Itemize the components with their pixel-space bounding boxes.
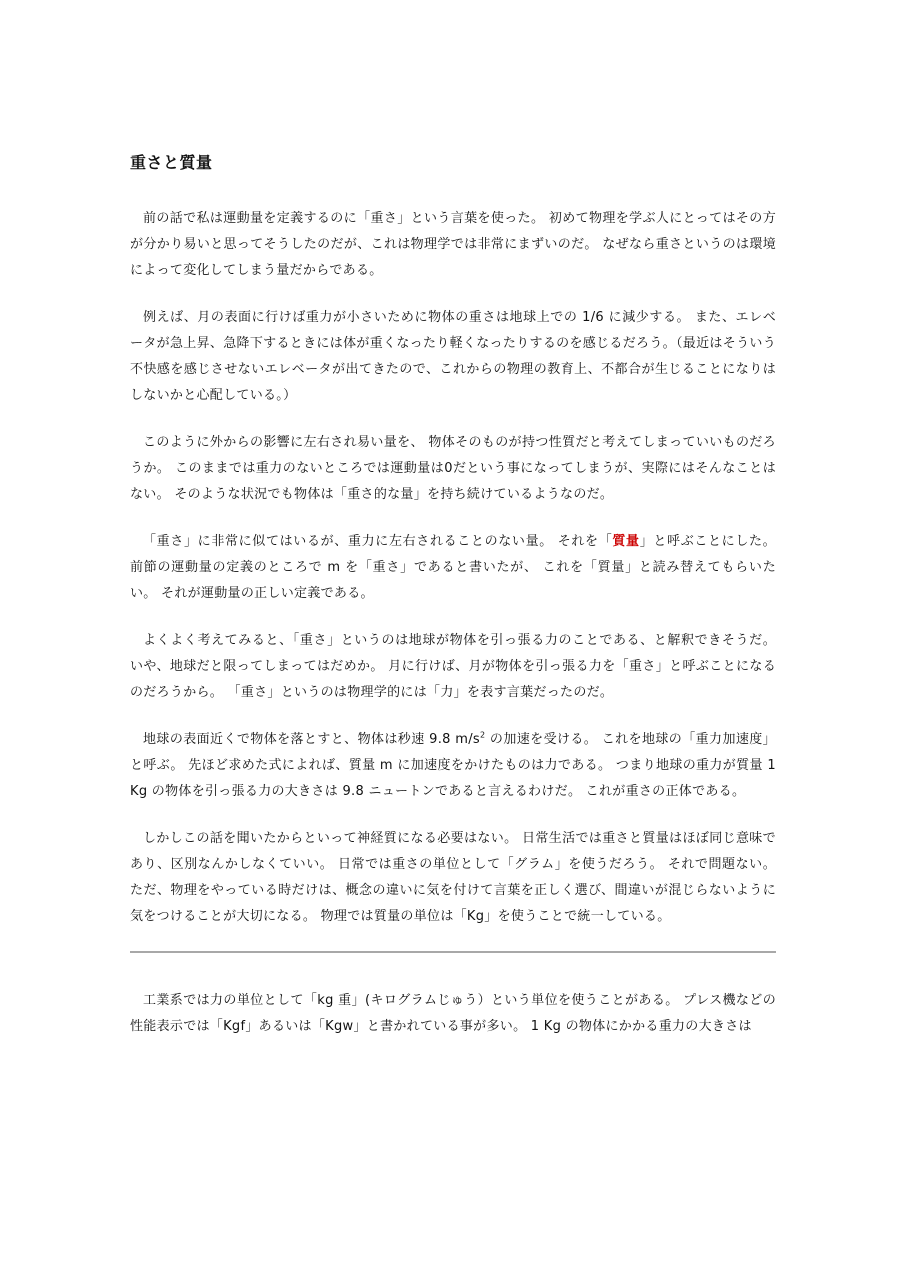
paragraph-4-text-a: 「重さ」に非常に似てはいるが、重力に左右されることのない量。 それを「 [143,534,613,549]
paragraph-2: 例えば、月の表面に行けば重力が小さいために物体の重さは地球上での 1/6 に減少する。 また、エレベータが急上昇、急降下するときには体が重くなったり軽くなったりするのを感じるだろう。（最近はそういう不快感を感じさせないエレベータが出てきたので、これからの物理の教育上、不都合が生じることになりはしないかと心配している。） [130,310,776,403]
document-page [130,150,776,1061]
paragraph-4 [130,529,776,607]
page-title: 重さと質量 [130,153,213,172]
paragraph-4-text-b: 」と呼ぶことにした。 前節の運動量の定義のところで m を「重さ」であると書いたが、 これを「質量」と読み替えてもらいたい。 それが運動量の正しい定義である。 [130,534,776,601]
highlight-mass-term: 質量 [612,534,640,549]
section-divider [130,951,776,953]
superscript-exponent: 2 [480,730,486,740]
paragraph-6-text-b: の加速を受ける。 これを地球の「重力加速度」と呼ぶ。 先ほど求めた式によれば、質量 m に加速度をかけたものは力である。 つまり地球の重力が質量 1 Kg の物体を引っ張る力の大きさは 9.8 ニュートンであると言えるわけだ。 これが重さの正体である。 [130,732,776,799]
paragraph-5: よくよく考えてみると、「重さ」というのは地球が物体を引っ張る力のことである、と解釈できそうだ。 いや、地球だと限ってしまってはだめか。 月に行けば、月が物体を引っ張る力を「重さ」と呼ぶことになるのだろうから。 「重さ」というのは物理学的には「力」を表す言葉だったのだ。 [130,633,776,700]
paragraph-6 [130,727,776,805]
paragraph-6-text-a: 地球の表面近くで物体を落とすと、物体は秒速 9.8 m/s [143,732,480,747]
paragraph-3: このように外からの影響に左右され易い量を、 物体そのものが持つ性質だと考えてしまっていいものだろうか。 このままでは重力のないところでは運動量は0だという事になってしまうが、実際にはそんなことはない。 そのような状況でも物体は「重さ的な量」を持ち続けているようなのだ。 [130,435,776,502]
paragraph-1: 前の話で私は運動量を定義するのに「重さ」という言葉を使った。 初めて物理を学ぶ人にとってはその方が分かり易いと思ってそうしたのだが、これは物理学では非常にまずいのだ。 なぜなら重さというのは環境によって変化してしまう量だからである。 [130,211,776,278]
paragraph-7: しかしこの話を聞いたからといって神経質になる必要はない。 日常生活では重さと質量はほぼ同じ意味であり、区別なんかしなくていい。 日常では重さの単位として「グラム」を使うだろう。 それで問題ない。 ただ、物理をやっている時だけは、概念の違いに気を付けて言葉を正しく選び、間違いが混じらないように気をつけることが大切になる。 物理では質量の単位は「Kg」を使うことで統一している。 [130,831,776,924]
paragraph-8: 工業系では力の単位として「kg 重」(キログラムじゅう）という単位を使うことがある。 プレス機などの性能表示では「Kgf」あるいは「Kgw」と書かれている事が多い。 1 Kg の物体にかかる重力の大きさは [130,993,776,1034]
